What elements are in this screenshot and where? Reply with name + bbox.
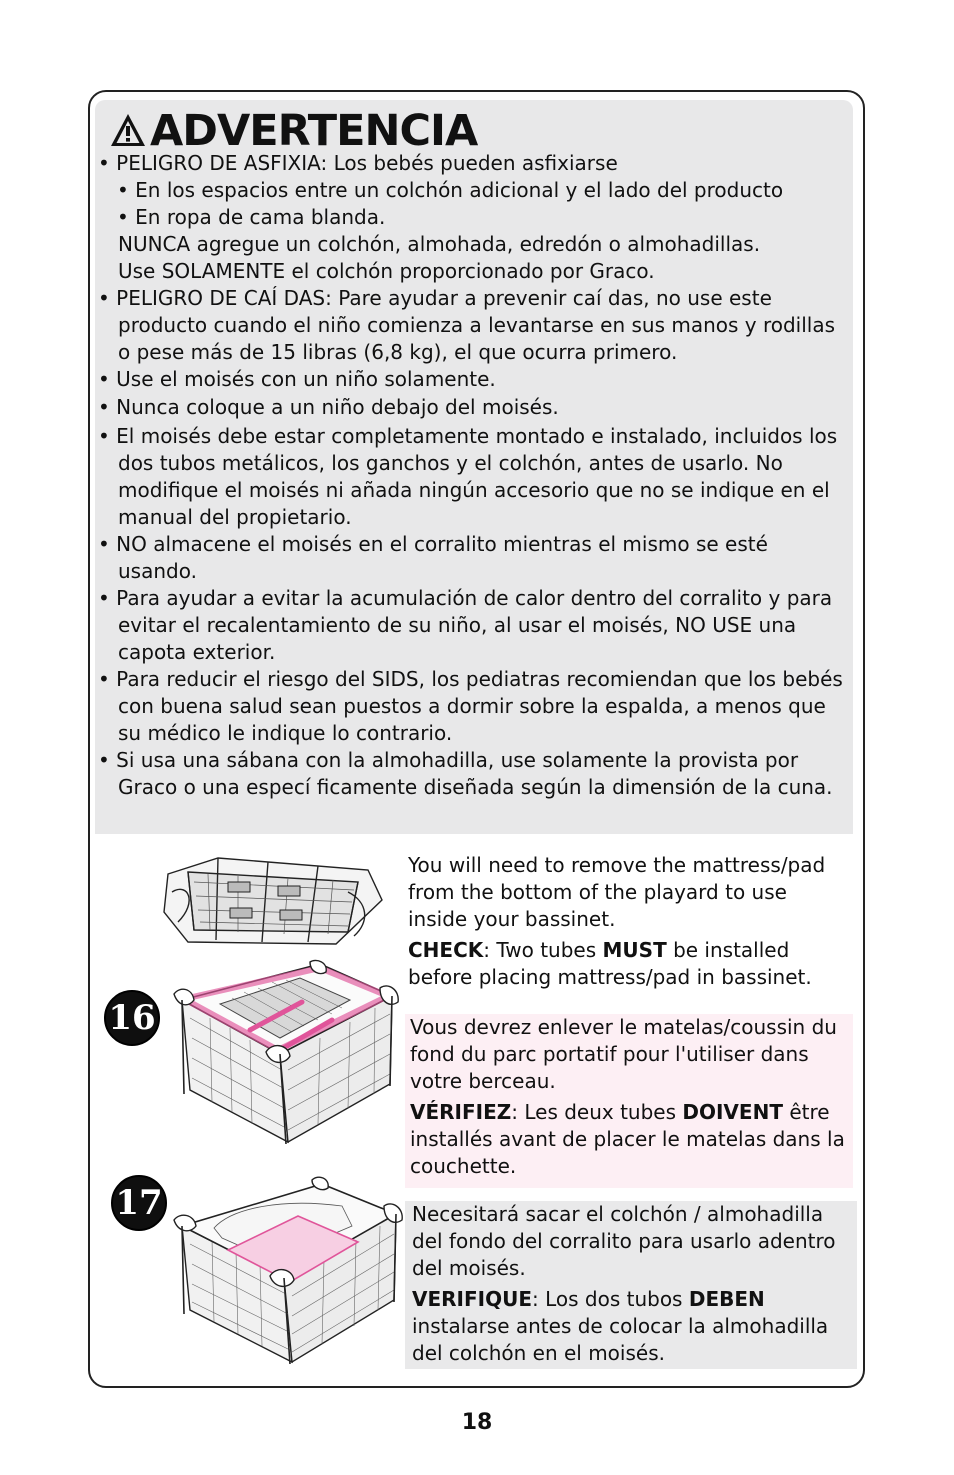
warning-title (109, 106, 477, 156)
instructions-english-intro: You will need to remove the mattress/pad from the bottom of the playard to use inside your bassinet. (408, 853, 826, 931)
warning-item-text: • El moisés debe estar completamente montado e instalado, incluidos los dos tubos metálicos, los ganchos y el colchón, antes de usarlo. No modifique el moisés ni añada ningún accesorio que no se indique en el manual del propietario. (98, 424, 838, 529)
warning-item-text: • PELIGRO DE CAÍ DAS: Pare ayudar a prevenir caí das, no use este producto cuando el niño comienza a levantarse en sus manos y rodillas o pese más de 15 libras (6,8 kg), el que ocurra primero. (98, 286, 836, 364)
mattress-pad-illustration (158, 852, 384, 952)
warning-subbullet: • En ropa de cama blanda. (117, 205, 386, 229)
warning-item-storage (95, 531, 845, 585)
instructions-spanish-intro: Necesitará sacar el colchón / almohadilla del fondo del corralito para usarlo adentro del moisés. (412, 1202, 836, 1280)
check-text: être installés avant de placer le matelas dans la couchette. (410, 1100, 845, 1178)
instructions-spanish-check (412, 1286, 857, 1367)
step-number-text: 17 (115, 1183, 163, 1223)
playard-mattress-illustration (172, 1168, 404, 1364)
warning-item-one-child (95, 366, 845, 393)
check-emphasis: DEBEN (688, 1287, 765, 1311)
instructions-spanish (405, 1201, 857, 1369)
check-emphasis: MUST (602, 938, 667, 962)
playard-tubes-illustration (170, 958, 400, 1146)
check-emphasis: DOIVENT (682, 1100, 783, 1124)
instructions-english-check (408, 937, 848, 991)
warning-item-text: • NO almacene el moisés en el corralito mientras el mismo se esté usando. (98, 532, 768, 583)
check-label: VÉRIFIEZ (410, 1100, 512, 1124)
warning-item-text: • Para ayudar a evitar la acumulación de calor dentro del corralito y para evitar el recalentamiento de su niño, al usar el moisés, NO USE una capota exterior. (98, 586, 833, 664)
warning-item-text: • Nunca coloque a un niño debajo del moisés. (98, 395, 559, 419)
instructions-french-intro: Vous devrez enlever le matelas/coussin du fond du parc portatif pour l'utiliser dans votre berceau. (410, 1015, 837, 1093)
check-text: : Les deux tubes (511, 1100, 683, 1124)
instructions-french-check (410, 1099, 853, 1180)
check-text: : Los dos tubos (532, 1287, 689, 1311)
check-label: CHECK (408, 938, 484, 962)
warning-item-overheating (95, 585, 845, 666)
step-number-16 (104, 990, 160, 1046)
instructions-french (405, 1014, 853, 1188)
step-number-text: 16 (108, 998, 156, 1038)
warning-item-sids (95, 666, 845, 747)
warning-item-text: • Si usa una sábana con la almohadilla, use solamente la provista por Graco o una especí ficamente diseñada según la dimensión de la cuna. (98, 748, 833, 799)
check-text: instalarse antes de colocar la almohadilla del colchón en el moisés. (412, 1314, 829, 1365)
warning-title-text: ADVERTENCIA (150, 106, 478, 156)
step-number-17 (111, 1175, 167, 1231)
warning-item-continuation: NUNCA agregue un colchón, almohada, edredón o almohadillas. Use SOLAMENTE el colchón proporcionado por Graco. (118, 232, 761, 283)
check-text: : Two tubes (483, 938, 603, 962)
warning-item-suffocation (95, 150, 845, 285)
warning-item-never-under (95, 394, 845, 421)
warning-subbullet: • En los espacios entre un colchón adicional y el lado del producto (117, 178, 784, 202)
warning-triangle-icon (109, 112, 147, 148)
warning-item-text: • PELIGRO DE ASFIXIA: Los bebés pueden asfixiarse (98, 151, 618, 175)
warning-box (95, 100, 853, 834)
check-label: VERIFIQUE (412, 1287, 532, 1311)
warning-item-sheet (95, 747, 845, 801)
warning-item-text: • Use el moisés con un niño solamente. (98, 367, 496, 391)
warning-item-falls (95, 285, 845, 366)
warning-item-assembled (95, 423, 845, 531)
check-text: be installed before placing mattress/pad in bassinet. (408, 938, 812, 989)
page-number: 18 (461, 1410, 493, 1435)
warning-item-text: • Para reducir el riesgo del SIDS, los pediatras recomiendan que los bebés con buena salud sean puestos a dormir sobre la espalda, a menos que su médico le indique lo contrario. (98, 667, 843, 745)
instructions-english (408, 852, 848, 991)
